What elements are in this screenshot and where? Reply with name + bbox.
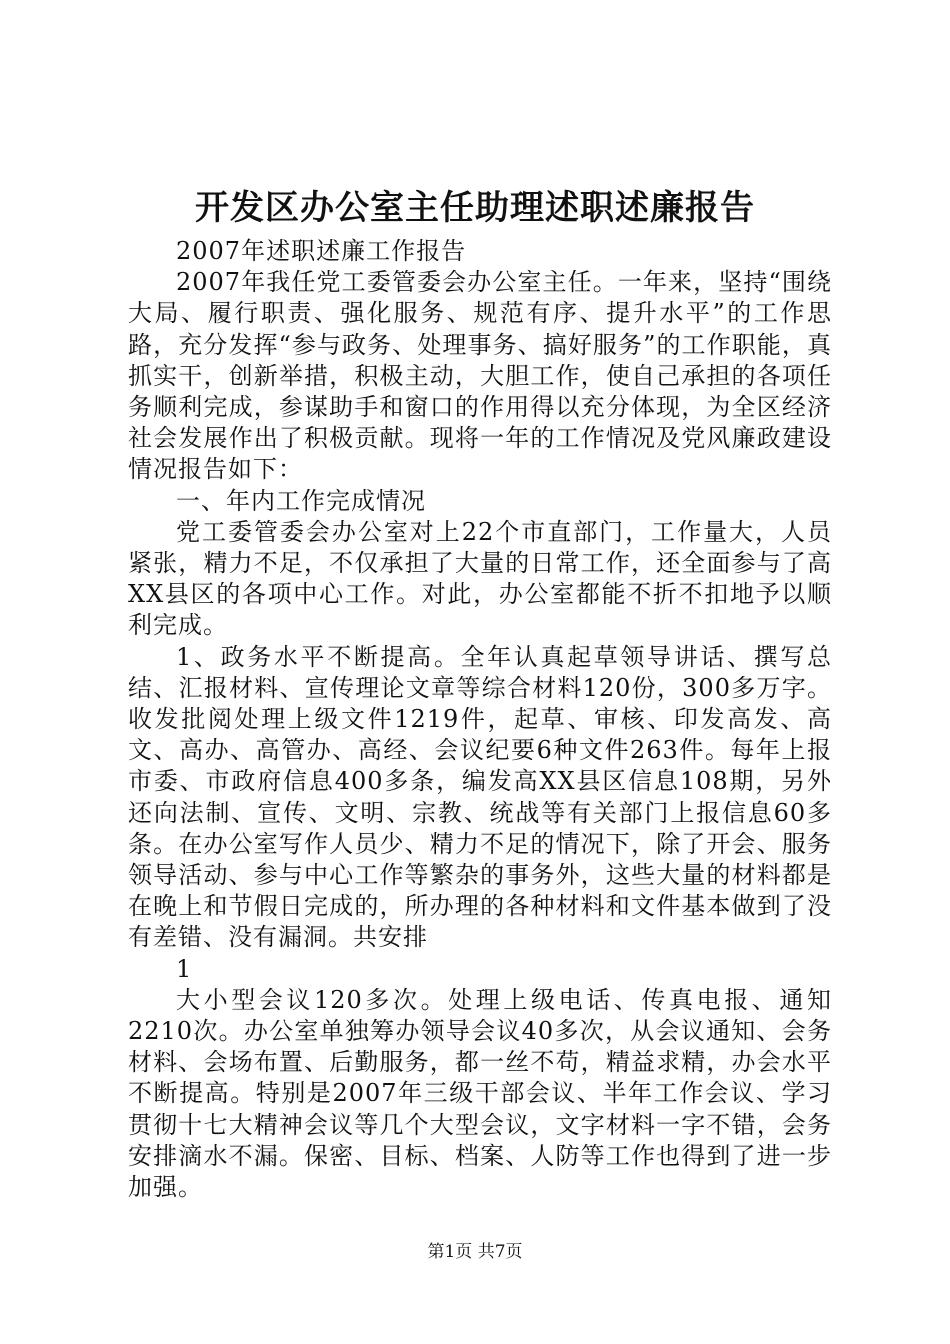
document-body: [128, 236, 832, 1203]
document-title: 开发区办公室主任助理述职述廉报告: [195, 188, 755, 228]
paragraph-meetings: 大小型会议120多次。处理上级电话、传真电报、通知2210次。办公室单独筹办领导会议40多次，从会议通知、会务材料、会场布置、后勤服务，都一丝不苟，精益求精，办会水平不断提高。特别是2007年三级干部会议、半年工作会议、学习贯彻十七大精神会议等几个大型会议，文字材料一字不错，会务安排滴水不漏。保密、目标、档案、人防等工作也得到了进一步加强。: [128, 985, 832, 1202]
paragraph-subtitle: 2007年述职述廉工作报告: [176, 237, 467, 265]
paragraph-intro: 2007年我任党工委管委会办公室主任。一年来，坚持“围绕大局、履行职责、强化服务、规范有序、提升水平”的工作思路，充分发挥“参与政务、处理事务、搞好服务”的工作职能，真抓实干，创新举措，积极主动，大胆工作，使自己承担的各项任务顺利完成，参谋助手和窗口的作用得以充分体现，为全区经济社会发展作出了积极贡献。现将一年的工作情况及党风廉政建设情况报告如下：: [128, 268, 832, 484]
paragraph-office-overview: 党工委管委会办公室对上22个市直部门，工作量大，人员紧张，精力不足，不仅承担了大量的日常工作，还全面参与了高XX县区的各项中心工作。对此，办公室都能不折不扣地予以顺利完成。: [128, 517, 832, 640]
page-footer: 第1页 共7页: [427, 1242, 523, 1262]
paragraph-item-1: 1、政务水平不断提高。全年认真起草领导讲话、撰写总结、汇报材料、宣传理论文章等综合材料120份，300多万字。收发批阅处理上级文件1219件，起草、审核、印发高发、高文、高办、高管办、高经、会议纪要6种文件263件。每年上报市委、市政府信息400多条，编发高XX县区信息108期，另外还向法制、宣传、文明、宗教、统战等有关部门上报信息60多条。在办公室写作人员少、精力不足的情况下，除了开会、服务领导活动、参与中心工作等繁杂的事务外，这些大量的材料都是在晚上和节假日完成的，所办理的各种材料和文件基本做到了没有差错、没有漏洞。共安排: [128, 642, 832, 952]
section-heading: 一、年内工作完成情况: [176, 486, 426, 515]
page-marker: 1: [176, 954, 193, 983]
